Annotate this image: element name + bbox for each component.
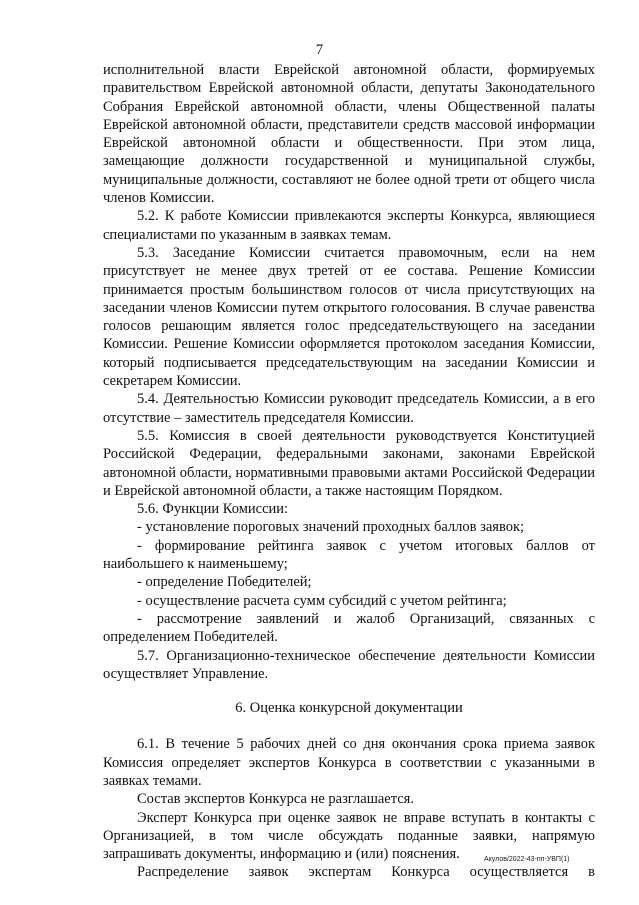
paragraph: 5.5. Комиссия в своей деятельности руководствуется Конституцией Российской Федерации, федеральными законами, законами Еврейской автономной области, нормативными правовыми актами Российской Федерации и Еврейской автономной области, а также настоящим Порядком.: [103, 427, 595, 499]
paragraph: - рассмотрение заявлений и жалоб Организаций, связанных с определением Победителей.: [103, 610, 595, 646]
paragraph: 5.3. Заседание Комиссии считается правомочным, если на нем присутствует не менее двух третей от ее состава. Решение Комиссии принимается простым большинством голосов от числа присутствующих на заседании членов Комиссии путем открытого голосования. В случае равенства голосов решающим является голос председательствующего на заседании Комиссии. Решение Комиссии оформляется протоколом заседания Комиссии, который подписывается председательствующим на заседании Комиссии и секретарем Комиссии.: [103, 244, 595, 390]
paragraph: исполнительной власти Еврейской автономной области, формируемых правительством Еврейской автономной области, депутаты Законодательного Собрания Еврейской автономной области, члены Общественной палаты Еврейской автономной области, представители средств массовой информации Еврейской автономной области и общественности. При этом лица, замещающие должности государственной и муниципальной службы, муниципальные должности, составляют не более одной трети от общего числа членов Комиссии.: [103, 62, 595, 207]
paragraph: 5.6. Функции Комиссии:: [137, 501, 289, 518]
paragraph: - осуществление расчета сумм субсидий с учетом рейтинга;: [137, 592, 507, 609]
paragraph: Эксперт Конкурса при оценке заявок не вправе вступать в контакты с Организацией, в том числе обсуждать поданные заявки, напрямую запрашивать документы, информацию и (или) пояснения.: [103, 809, 595, 863]
paragraph: - установление пороговых значений проходных баллов заявок;: [137, 519, 525, 536]
paragraph: Состав экспертов Конкурса не разглашается.: [137, 791, 414, 808]
paragraph: 5.2. К работе Комиссии привлекаются эксперты Конкурса, являющиеся специалистами по указанным в заявках темам.: [103, 208, 595, 243]
paragraph: 5.7. Организационно-техническое обеспечение деятельности Комиссии осуществляет Управление.: [103, 647, 595, 682]
paragraph: 5.4. Деятельностью Комиссии руководит председатель Комиссии, а в его отсутствие – заместитель председателя Комиссии.: [103, 391, 595, 426]
paragraph: - определение Победителей;: [137, 574, 312, 591]
document-code: Акулов/2022-43-пп-УВП(1): [484, 856, 570, 863]
document-body: [103, 61, 595, 882]
page-number: 7: [315, 42, 324, 58]
paragraph: - формирование рейтинга заявок с учетом итоговых баллов от наибольшего к наименьшему;: [103, 537, 595, 573]
section-5-continued: [103, 61, 595, 683]
paragraph: Распределение заявок экспертам Конкурса осуществляется в: [137, 864, 595, 881]
paragraph: 6.1. В течение 5 рабочих дней со дня окончания срока приема заявок Комиссия определяет экспертов Конкурса в соответствии с указанными в заявках темами.: [103, 736, 595, 789]
section-heading: 6. Оценка конкурсной документации: [235, 700, 463, 717]
